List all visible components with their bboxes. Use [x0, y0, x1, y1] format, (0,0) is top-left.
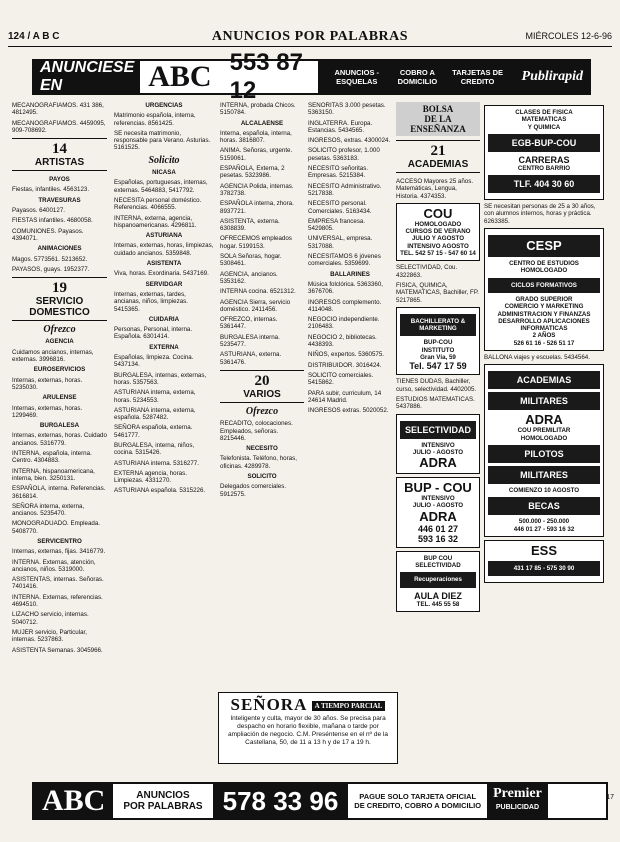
- classified-ad: NECESITO señoritas. Empresas. 5215384.: [308, 165, 369, 180]
- ad-heading: NICASA: [152, 169, 176, 177]
- banner-lead: ANUNCIESE EN: [34, 61, 140, 93]
- militares-ad-box: [484, 364, 604, 536]
- section-header: [12, 277, 107, 321]
- section-header: [220, 370, 304, 403]
- ad-heading: CUIDARIA: [148, 315, 180, 323]
- cesp-tel: 526 61 16 - 526 51 17: [513, 339, 575, 347]
- banner-abc-logo: ABC: [148, 60, 212, 93]
- mil-sub: PILOTOS: [488, 445, 600, 463]
- ad-heading: ARULENSE: [42, 394, 77, 402]
- cesp-ad-box: [484, 228, 604, 351]
- classified-ad: PAYASOS, guays. 1952377.: [12, 265, 90, 273]
- classified-ad: PARA subir, curriculum, 14 24614 Madrid.: [308, 389, 382, 404]
- clases-ad-box: [484, 105, 604, 200]
- sign-line: DE LA: [424, 114, 452, 124]
- classified-ad: OFRECEMOS empleados hogar. 5199153.: [220, 235, 292, 250]
- sel-title: SELECTIVIDAD: [400, 421, 476, 439]
- section-number: 19: [12, 277, 107, 296]
- footer-premier-logo: [487, 784, 548, 818]
- classified-ad: LIZACHO servicio, internas. 5040712.: [12, 611, 89, 626]
- footer-anu-line: POR PALABRAS: [123, 801, 203, 812]
- classified-ad: Internas, externas, tardes, ancianas, niños, limpiezas. 5415365.: [114, 290, 188, 313]
- classified-ad: NECESITA personal doméstico. Referencias. 4066555.: [114, 196, 202, 212]
- cou-line: CURSOS DE VERANO: [405, 228, 471, 236]
- clases-brand: CENTRO BARRIO: [517, 164, 571, 172]
- classified-ad: TIENES DUDAS, Bachiller, curso, selectividad. 4402005.: [396, 378, 477, 393]
- classified-ad: BURGALESA, interna, niños, cocina. 5315426.: [114, 441, 195, 457]
- ad-heading: SOLICITO: [247, 472, 277, 480]
- section-header: [396, 140, 480, 173]
- classified-ad: Internas, externas, horas. 5235030.: [12, 376, 83, 391]
- classified-ad: Internas, externas, horas, limpiezas, cuidado ancianos. 5359848.: [114, 242, 214, 257]
- classified-ad: Música folclórica. 5363360, 3676706.: [308, 280, 383, 296]
- section-number: 14: [12, 138, 107, 157]
- page-number: 17: [606, 794, 614, 801]
- bup-tel: 446 01 27: [417, 523, 459, 534]
- ad-heading: BALLARINES: [330, 270, 370, 278]
- classified-ad: INGLATERRA. Europa. Estancias. 5434565.: [308, 119, 373, 134]
- classified-ad: Payasos. 6400127.: [12, 207, 65, 215]
- classified-ad: NECESITAMOS 6 jóvenes comerciales. 5359699.: [308, 253, 381, 268]
- classified-ad: RECADITO, colocaciones. Empleados, señoras. 8215446.: [220, 420, 293, 442]
- senora-badge: A TIEMPO PARCIAL: [312, 701, 386, 711]
- classified-ad: COMUNIONES. Payasos. 4394071.: [12, 227, 84, 242]
- section-title: ANUNCIOS POR PALABRAS: [211, 29, 409, 44]
- section-name: SERVICIO DOMESTICO: [12, 296, 107, 321]
- bup-sub: INTENSIVO: [421, 495, 455, 503]
- clases-tel: TLF. 404 30 60: [488, 175, 600, 193]
- classified-ad: INTERNA cocina. 6521312.: [220, 288, 296, 296]
- classified-ad: Internas, externas, horas. 1299469.: [12, 404, 83, 419]
- bach-line: BUP-COU: [423, 339, 453, 347]
- cou-line: JULIO Y AGOSTO: [411, 235, 465, 243]
- classified-ad: NEGOCIO 2, bibliotecas. 4438393.: [308, 333, 377, 349]
- page-date: MIÉRCOLES 12-6-96: [525, 31, 612, 41]
- page-header: [8, 28, 612, 47]
- ad-heading: TRAVESURAS: [38, 196, 81, 204]
- classified-ad: ASTURIANA, externa. 5361476.: [220, 351, 282, 366]
- banner-line: TARJETAS DE CREDITO: [452, 68, 504, 86]
- ad-heading: NECESITO: [246, 445, 278, 453]
- column-2: [114, 102, 214, 782]
- classified-ad: EMPRESA francesa. 5429805.: [308, 217, 366, 233]
- footer-pay-line: PAGUE SOLO TARJETA OFICIAL: [359, 792, 477, 801]
- bolsa-ensenanza-sign: [396, 102, 480, 136]
- ad-heading: BURGALESA: [39, 422, 80, 430]
- classified-ad: MECANOGRAFIAMOS. 431 386, 4812495.: [12, 102, 104, 117]
- cesp-line: CICLOS FORMATIVOS: [488, 278, 600, 293]
- bach-ad-box: [396, 307, 480, 375]
- mil-sub: COMIENZO 10 AGOSTO: [508, 486, 580, 494]
- bup-tel: 593 16 32: [417, 533, 459, 544]
- classified-ad: FIESTAS infantiles. 4680058.: [12, 217, 93, 225]
- ad-heading: EUROSERVICIOS: [33, 366, 86, 374]
- classified-ad: NECESITO personal. Comerciales. 5163434.: [308, 200, 372, 215]
- column-3: [220, 102, 304, 690]
- page-label: 124 / A B C: [8, 31, 60, 42]
- clases-sub: EGB-BUP-COU: [488, 134, 600, 152]
- bach-line: INSTITUTO: [421, 346, 455, 354]
- classified-ad: ESTUDIOS MATEMATICAS. 5437886.: [396, 395, 475, 411]
- aula-brand: AULA DIEZ: [414, 590, 462, 601]
- classified-ad: ASTURIANA interna, externa, española. 5287482.: [114, 406, 196, 422]
- banner-line: COBRO A DOMICILIO: [397, 68, 438, 86]
- sel-brand: ADRA: [419, 455, 457, 471]
- ess-tel: 431 17 85 - 575 30 90: [488, 561, 600, 576]
- aula-line: BUP COU: [423, 554, 453, 562]
- classified-ad: SEÑORA interna, externa, ancianos. 5235470.: [12, 502, 85, 518]
- ess-ad-box: [484, 540, 604, 583]
- cou-ad-box: [396, 203, 480, 261]
- cesp-line: HOMOLOGADO: [520, 267, 568, 275]
- aula-line: Recuperaciones: [400, 572, 476, 587]
- mil-line: MILITARES: [488, 392, 600, 410]
- aula-diez-ad-box: [396, 551, 480, 612]
- bottom-banner-ad: [32, 782, 608, 820]
- section-number: 21: [396, 140, 480, 159]
- section-name: ACADEMIAS: [396, 159, 480, 173]
- classified-ad: FISICA, QUIMICA, MATEMATICAS, Bachiller, FP. 5217865.: [396, 281, 479, 304]
- classified-ad: ASISTENTA, externa. 6308839.: [220, 217, 280, 233]
- cesp-line: CENTRO DE ESTUDIOS: [509, 260, 579, 268]
- senora-title: [219, 695, 397, 715]
- classified-ad: ASTURIANA española. 5315226.: [114, 487, 206, 495]
- classified-ad: INTERNA, externa, agencia, hispanoamericanas. 4296811.: [114, 214, 197, 229]
- senora-title-text: SEÑORA: [230, 695, 307, 714]
- classified-ad: Matrimonio española, interna, referencias. 8561425.: [114, 112, 196, 127]
- classified-ad: AGENCIA Polida, internas. 3782738.: [220, 182, 294, 197]
- column-5: [396, 102, 480, 782]
- classified-ad: ANIMA. Señoras, urgente. 5159061.: [220, 147, 293, 162]
- cou-tel: TEL. 542 57 15 - 547 60 14: [400, 250, 476, 258]
- classified-ad: MONOGRADUADO. Empleada. 5408770.: [12, 520, 101, 535]
- classified-ad: BALLONA viajes y escuelas. 5434564.: [484, 354, 590, 362]
- mil-sub: HOMOLOGADO: [520, 434, 568, 442]
- cesp-line: GRADO SUPERIOR: [515, 295, 573, 303]
- sel-sub: INTENSIVO: [421, 441, 455, 449]
- clases-line: CLASES DE FISICA: [515, 109, 573, 116]
- classified-ad: AGENCIA, ancianos. 5353162.: [220, 270, 278, 285]
- column-6: [484, 102, 604, 782]
- ad-heading: AGENCIA: [45, 338, 74, 346]
- top-banner-ad: [32, 49, 591, 104]
- classified-ad: Magos. 5773561. 5213652.: [12, 255, 88, 263]
- classified-ad: Cuidamos ancianos, internas, externas. 3996816.: [12, 348, 94, 364]
- classified-ad: Interna, española, interna, horas. 3816807.: [220, 129, 292, 145]
- classified-ad: ESPAÑOLA, Externa, 2 pesetas. 5323986.: [220, 165, 285, 180]
- bach-line: Gran Vía, 59: [420, 354, 456, 362]
- section-name: ARTISTAS: [12, 157, 107, 171]
- ess-logo: ESS: [530, 542, 557, 558]
- banner-line: ANUNCIOS - ESQUELAS: [334, 68, 380, 86]
- classified-ad: NIÑOS, expertos. 5360575.: [308, 351, 385, 359]
- banner-phone: 553 87 12: [229, 49, 303, 104]
- ad-heading: URGENCIAS: [145, 102, 183, 109]
- classified-ad: SE necesita matrimonio, responsable para Verano. Asturias. 5161525.: [114, 129, 211, 152]
- classified-ad: INTERNA, probada Chicos. 5150784.: [220, 102, 296, 117]
- aula-tel: TEL. 445 55 58: [416, 600, 460, 608]
- footer-abc-logo: ABC: [34, 784, 113, 818]
- bach-tel: Tel. 547 17 59: [409, 361, 467, 372]
- classified-ad: Viva, horas. Exordinaria. 5437169.: [114, 270, 209, 278]
- bach-title: BACHILLERATO & MARKETING: [400, 314, 476, 337]
- classified-ad: INTERNA, española, interna. Centro. 4304883.: [12, 450, 92, 465]
- cou-title: COU: [423, 205, 453, 221]
- section-name: VARIOS: [220, 389, 304, 403]
- section-number: 20: [220, 370, 304, 389]
- footer-pay-line: DE CREDITO, COBRO A DOMICILIO: [354, 801, 482, 810]
- mil-sub: COU PREMILITAR: [517, 427, 571, 435]
- mil-line: ACADEMIAS: [488, 371, 600, 389]
- cou-line: INTENSIVO AGOSTO: [407, 242, 469, 250]
- classified-ad: INTERNA, hispanoamericana, interna, bien. 3250131.: [12, 467, 95, 482]
- ad-heading: ALCALAENSE: [240, 119, 284, 127]
- classified-ad: Internas, externas, horas. Cuidado ancianos. 5316779.: [12, 432, 107, 447]
- mil-becas: BECAS: [488, 497, 600, 515]
- classified-ad: SOLICITO comerciales. 5415862.: [308, 371, 374, 387]
- classified-ad: NECESITO Administrativo. 5217838.: [308, 182, 382, 197]
- classified-ad: Personas, Personal, interna. Española. 6301414.: [114, 326, 193, 341]
- ad-heading: ASISTENTA: [146, 260, 182, 268]
- ad-heading: PAYOS: [49, 176, 70, 184]
- classified-ad: UNIVERSAL, empresa. 5317088.: [308, 235, 373, 250]
- classified-ad: SEÑORITAS 3.000 pesetas. 5363150.: [308, 102, 386, 117]
- cesp-line: COMERCIO Y MARKETING: [504, 303, 584, 311]
- classified-ad: ASTURIANA interna, externa, horas. 5234553.: [114, 389, 196, 404]
- ad-heading: ASTURIANA: [145, 232, 183, 240]
- banner-services: [318, 61, 515, 93]
- bup-title: BUP - COU: [404, 480, 472, 496]
- ad-heading: SERVICENTRO: [37, 537, 82, 545]
- footer-payment: [348, 792, 487, 810]
- mil-brand: ADRA: [525, 412, 563, 428]
- stamp-label: Ofrezco: [43, 324, 76, 336]
- classified-ad: MECANOGRAFIAMOS. 4459095, 909-708692.: [12, 119, 106, 134]
- clases-line: Y QUIMICA: [527, 123, 561, 131]
- classified-ad: OFREZCO, internas. 5361447.: [220, 316, 278, 331]
- classified-ad: SE necesitan personas de 25 a 30 años, con alumnos internos, horas y práctica. 6263385.: [484, 203, 596, 225]
- classified-ad: SELECTIVIDAD, Cou. 4322863.: [396, 264, 458, 279]
- classified-ad: INGRESOS, extras. 4300024.: [308, 137, 391, 145]
- sel-period: JULIO - AGOSTO: [412, 448, 464, 456]
- classified-ad: DISTRIBUIDOR. 3016424.: [308, 361, 382, 369]
- classified-ad: SOLICITO profesor, 1.000 pesetas. 5363183.: [308, 147, 380, 162]
- footer-anu-line: ANUNCIOS: [136, 790, 190, 801]
- ad-heading: EXTERNA: [149, 343, 179, 351]
- column-4: [308, 102, 392, 690]
- classified-ad: Internas, externas, fijas. 3416779.: [12, 548, 106, 556]
- classified-ad: INTERNA. Externas, referencias. 4694510.: [12, 593, 103, 609]
- cesp-line: 2 AÑOS: [532, 332, 556, 340]
- banner-brand: Publirapid: [516, 61, 589, 93]
- classified-ad: ESPAÑOLA, interna. Referencias. 3616814.: [12, 485, 106, 500]
- bup-period: JULIO - AGOSTO: [412, 502, 464, 510]
- aula-line: SELECTIVIDAD: [415, 562, 461, 570]
- mil-sub: MILITARES: [488, 466, 600, 484]
- classified-ad: ACCESO Mayores 25 años. Matemáticas, Lengua, Historia. 4374353.: [396, 178, 474, 200]
- classified-ad: BURGALESA interna. 5235477.: [220, 333, 280, 349]
- classified-ad: BURGALESA, internas, externas, horas. 5357563.: [114, 371, 207, 386]
- classified-ad: Delegados comerciales. 5912575.: [220, 483, 287, 498]
- classified-ad: Españolas, limpieza. Cocina. 5437134.: [114, 354, 194, 369]
- classified-ad: SEÑORA española, externa. 5461777.: [114, 424, 193, 439]
- ad-heading: ANIMACIONES: [37, 245, 82, 253]
- bup-ad-box: [396, 477, 480, 548]
- classified-ad: NEGOCIO independiente. 2106483.: [308, 316, 380, 331]
- selectividad-ad-box: [396, 414, 480, 475]
- classified-ad: Españolas, portuguesas, internas, externas. 5464883, 5417792.: [114, 179, 208, 194]
- sign-line: BOLSA: [422, 104, 454, 114]
- sign-line: ENSEÑANZA: [410, 124, 466, 134]
- classified-ad: AGENCIA Sierra, servicio doméstico. 2411456.: [220, 298, 291, 313]
- classified-ad: ASTURIANA interna. 5316277.: [114, 459, 199, 467]
- classified-ad: EXTERNA agencia, horas. Limpiezas. 4331270.: [114, 469, 187, 485]
- senora-ad-box: [218, 692, 398, 764]
- classified-ad: INGRESOS complemento. 4114048.: [308, 298, 382, 313]
- premier-name: Premier: [493, 786, 542, 801]
- ad-heading: SERVIDGAR: [145, 280, 183, 288]
- classified-ad: Fiestas, infantiles. 4563123.: [12, 186, 90, 194]
- classified-ad: INTERNA. Externas, atención, ancianos, niños. 5319000.: [12, 558, 96, 573]
- stamp-label: Solicito: [148, 154, 180, 166]
- classified-ad: ESPAÑOLA interna, zhora. 8937721.: [220, 200, 294, 215]
- classified-ad: ASISTENTAS, internas. Señoras. 7401416.: [12, 576, 104, 591]
- classified-ad: INGRESOS extras. 5020052.: [308, 407, 389, 415]
- clases-line: MATEMATICAS: [521, 116, 567, 124]
- clases-sub2: CARRERAS: [518, 154, 570, 165]
- column-1: [12, 102, 107, 782]
- footer-anuncios: [113, 790, 212, 812]
- mil-tel: 446 01 27 - 593 16 32: [513, 525, 575, 533]
- premier-sub: PUBLICIDAD: [495, 804, 540, 811]
- section-header: [12, 138, 107, 171]
- classified-ad: ASISTENTA Semanas. 3045966.: [12, 646, 103, 654]
- bup-brand: ADRA: [419, 508, 457, 524]
- classified-ad: Telefonista. Teléfono, horas, oficinas. 4289978.: [220, 455, 297, 470]
- mil-becas2: 500.000 - 250.000: [518, 518, 570, 526]
- classified-ad: MUJER servicio, Particular, internas. 5237863.: [12, 628, 87, 644]
- footer-phone: 578 33 96: [213, 784, 349, 818]
- cesp-line: ADMINISTRACION Y FINANZAS: [497, 310, 591, 318]
- senora-text: Inteligente y culta, mayor de 30 años. Se precisa para despacho en horario flexible, mañana o tarde por ampliación de negocio. C.M. Preséntense en el nº de la Castellana, 50, de 11 a 13 h y de 17 a 19 h.: [228, 715, 388, 746]
- cesp-logo: CESP: [488, 235, 600, 257]
- stamp-label: Ofrezco: [245, 405, 279, 417]
- classified-ad: SOLA Señoras, hogar. 5308461.: [220, 253, 282, 268]
- cesp-line: DESARROLLO APLICACIONES INFORMATICAS: [498, 317, 590, 333]
- cou-sub: HOMOLOGADO: [414, 220, 462, 228]
